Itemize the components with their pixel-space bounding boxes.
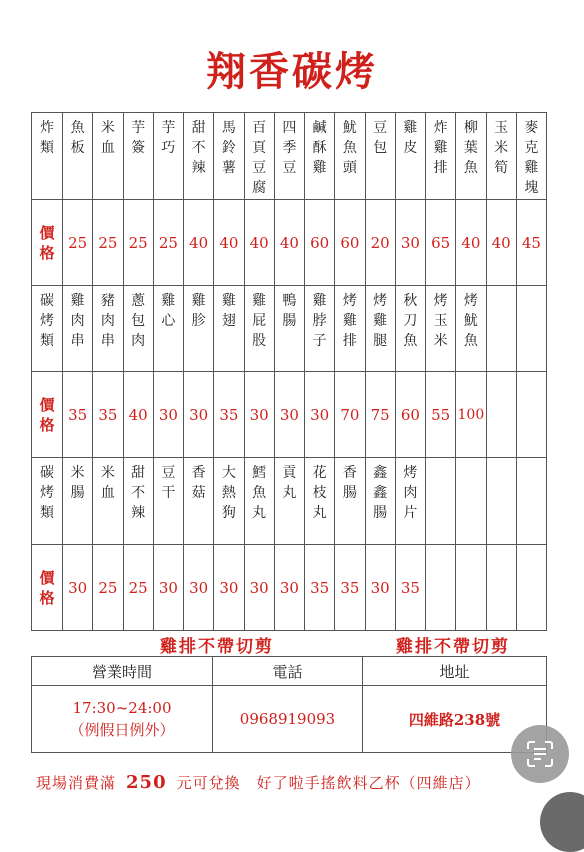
menu-item-price: 20	[365, 200, 395, 286]
menu-item-price: 40	[274, 200, 304, 286]
menu-item-cell	[153, 458, 183, 545]
menu-item-cell	[63, 458, 93, 545]
section-category: 碳烤類	[40, 465, 54, 521]
menu-item-price: 30	[395, 200, 425, 286]
menu-item-price	[516, 545, 546, 631]
menu-item-name: 雞翅	[221, 293, 236, 329]
menu-item-cell	[335, 113, 365, 200]
menu-item-price: 60	[305, 200, 335, 286]
menu-item-name: 大熱狗	[221, 465, 236, 521]
menu-item-price: 100	[456, 372, 486, 458]
menu-item-name: 烤玉米	[433, 293, 448, 349]
promo-line	[36, 772, 556, 793]
menu-item-cell	[153, 286, 183, 372]
menu-item-price: 30	[63, 545, 93, 631]
menu-item-price: 35	[395, 545, 425, 631]
price-label: 價格	[39, 223, 55, 262]
menu-item-cell	[516, 113, 546, 200]
menu-item-name: 米腸	[70, 465, 85, 501]
menu-item-price: 25	[123, 200, 153, 286]
info-table	[31, 656, 547, 753]
menu-item-name: 雞肉串	[70, 293, 85, 349]
menu-item-price: 30	[153, 372, 183, 458]
menu-item-cell	[335, 286, 365, 372]
menu-item-cell	[63, 286, 93, 372]
menu-item-cell	[184, 458, 214, 545]
menu-item-cell	[395, 286, 425, 372]
menu-item-price: 30	[184, 372, 214, 458]
menu-item-cell	[123, 458, 153, 545]
menu-item-price: 30	[214, 545, 244, 631]
menu-item-price: 30	[153, 545, 183, 631]
menu-item-price: 35	[63, 372, 93, 458]
menu-item-price: 40	[214, 200, 244, 286]
menu-item-name: 鴨腸	[282, 293, 297, 329]
menu-item-cell	[305, 286, 335, 372]
promo-amount: 250	[126, 772, 167, 793]
menu-item-cell	[426, 286, 456, 372]
menu-item-cell	[395, 113, 425, 200]
menu-item-name: 豬肉串	[100, 293, 115, 349]
menu-item-price: 40	[184, 200, 214, 286]
menu-item-price: 25	[63, 200, 93, 286]
menu-item-price: 30	[184, 545, 214, 631]
menu-item-cell	[456, 286, 486, 372]
menu-item-name: 雞皮	[403, 120, 418, 156]
menu-item-cell	[365, 286, 395, 372]
menu-item-name: 貢丸	[282, 465, 297, 501]
menu-item-cell	[244, 286, 274, 372]
price-label: 價格	[39, 568, 55, 607]
menu-item-cell	[184, 286, 214, 372]
floating-bubble[interactable]	[540, 792, 584, 852]
menu-item-name: 烤魷魚	[463, 293, 478, 349]
menu-item-name: 米血	[100, 465, 115, 501]
menu-item-name: 花枝丸	[312, 465, 327, 521]
menu-item-name: 鹹酥雞	[312, 120, 327, 176]
menu-item-name: 香腸	[342, 465, 357, 501]
phone-label: 電話	[213, 657, 363, 686]
menu-item-cell	[214, 458, 244, 545]
menu-item-name: 四季豆	[282, 120, 297, 176]
menu-item-price: 25	[93, 200, 123, 286]
menu-item-cell	[365, 458, 395, 545]
menu-item-price: 55	[426, 372, 456, 458]
menu-item-price	[456, 545, 486, 631]
menu-item-name: 百頁豆腐	[252, 120, 267, 196]
menu-item-price: 70	[335, 372, 365, 458]
menu-item-price: 35	[214, 372, 244, 458]
menu-item-cell	[335, 458, 365, 545]
menu-item-cell	[274, 286, 304, 372]
menu-item-name: 甜不辣	[131, 465, 146, 521]
menu-item-price: 30	[365, 545, 395, 631]
menu-item-name: 芋巧	[161, 120, 176, 156]
menu-item-cell	[63, 113, 93, 200]
menu-item-name: 炸雞排	[433, 120, 448, 176]
menu-item-price	[486, 372, 516, 458]
promo-suffix: 元可兌換 好了啦手搖飲料乙杯（四維店）	[176, 774, 481, 792]
menu-item-name: 烤雞腿	[373, 293, 388, 349]
menu-item-price: 30	[244, 545, 274, 631]
section-category: 炸類	[40, 120, 54, 156]
menu-item-price: 30	[274, 372, 304, 458]
menu-item-name: 豆干	[161, 465, 176, 501]
menu-item-cell	[486, 458, 516, 545]
address-value: 四維路238號	[363, 686, 547, 753]
menu-item-price: 35	[335, 545, 365, 631]
menu-item-cell	[93, 458, 123, 545]
menu-item-price: 30	[305, 372, 335, 458]
menu-item-name: 烤肉片	[403, 465, 418, 521]
menu-item-price: 40	[244, 200, 274, 286]
menu-item-name: 魷魚頭	[342, 120, 357, 176]
menu-item-cell	[305, 458, 335, 545]
menu-item-cell	[305, 113, 335, 200]
menu-item-price: 45	[516, 200, 546, 286]
menu-item-cell	[365, 113, 395, 200]
page-title: 翔香碳烤	[206, 48, 378, 95]
menu-item-price: 30	[244, 372, 274, 458]
menu-item-name: 香菇	[191, 465, 206, 501]
note-right: 雞排不帶切剪	[396, 637, 510, 657]
menu-item-name: 玉米筍	[494, 120, 509, 176]
menu-item-cell	[244, 113, 274, 200]
menu-item-cell	[426, 113, 456, 200]
hours-value: 17:30~24:00	[72, 699, 172, 717]
menu-item-price	[486, 545, 516, 631]
menu-item-price: 75	[365, 372, 395, 458]
note-left: 雞排不帶切剪	[160, 637, 274, 657]
menu-item-name: 秋刀魚	[403, 293, 418, 349]
menu-item-cell	[456, 113, 486, 200]
menu-item-cell	[93, 286, 123, 372]
menu-item-price: 40	[123, 372, 153, 458]
menu-item-cell	[516, 286, 546, 372]
menu-item-name: 柳葉魚	[463, 120, 478, 176]
menu-item-name: 鑫鑫腸	[373, 465, 388, 521]
menu-item-price: 65	[426, 200, 456, 286]
menu-item-name: 雞脖子	[312, 293, 327, 349]
menu-item-cell	[214, 113, 244, 200]
menu-item-name: 鱈魚丸	[252, 465, 267, 521]
menu-item-name: 雞胗	[191, 293, 206, 329]
menu-item-cell	[274, 113, 304, 200]
section-category: 碳烤類	[40, 293, 54, 349]
menu-item-cell	[395, 458, 425, 545]
menu-item-cell	[153, 113, 183, 200]
menu-item-price: 25	[123, 545, 153, 631]
menu-item-price: 60	[395, 372, 425, 458]
menu-item-cell	[516, 458, 546, 545]
menu-item-name: 豆包	[373, 120, 388, 156]
menu-item-price: 25	[153, 200, 183, 286]
menu-table	[31, 112, 547, 631]
menu-item-name: 甜不辣	[191, 120, 206, 176]
text-recognition-button[interactable]	[511, 725, 569, 783]
menu-item-name: 馬鈴薯	[221, 120, 236, 176]
hours-label: 營業時間	[32, 657, 213, 686]
menu-item-cell	[123, 113, 153, 200]
menu-item-price: 30	[274, 545, 304, 631]
menu-item-cell	[426, 458, 456, 545]
menu-item-price: 35	[305, 545, 335, 631]
menu-item-name: 麥克雞塊	[524, 120, 539, 196]
menu-item-cell	[486, 286, 516, 372]
menu-item-price: 40	[456, 200, 486, 286]
menu-item-price: 60	[335, 200, 365, 286]
menu-item-cell	[214, 286, 244, 372]
address-label: 地址	[363, 657, 547, 686]
menu-item-price: 40	[486, 200, 516, 286]
menu-item-cell	[123, 286, 153, 372]
menu-item-cell	[184, 113, 214, 200]
menu-item-name: 雞屁股	[252, 293, 267, 349]
menu-item-cell	[93, 113, 123, 200]
menu-item-name: 魚板	[70, 120, 85, 156]
menu-item-cell	[244, 458, 274, 545]
menu-item-name: 烤雞排	[342, 293, 357, 349]
menu-item-price: 25	[93, 545, 123, 631]
menu-item-name: 芋簽	[131, 120, 146, 156]
menu-item-name: 雞心	[161, 293, 176, 329]
menu-item-price	[516, 372, 546, 458]
phone-value: 0968919093	[213, 686, 363, 753]
menu-item-name: 蔥包肉	[131, 293, 146, 349]
menu-item-price: 35	[93, 372, 123, 458]
menu-item-cell	[274, 458, 304, 545]
menu-item-price	[426, 545, 456, 631]
text-recognition-icon	[525, 739, 555, 769]
menu-item-name: 米血	[100, 120, 115, 156]
promo-prefix: 現場消費滿	[36, 774, 117, 792]
menu-item-cell	[486, 113, 516, 200]
price-label: 價格	[39, 395, 55, 434]
menu-item-cell	[456, 458, 486, 545]
hours-note: （例假日例外）	[69, 721, 175, 739]
